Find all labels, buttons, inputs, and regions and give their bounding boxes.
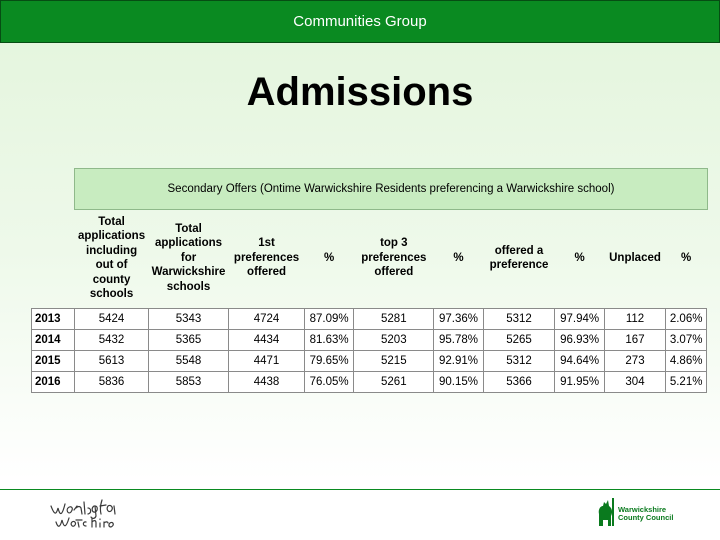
table-cell: 5424 [75, 309, 149, 330]
column-header [32, 208, 75, 309]
table-cell: 5548 [149, 351, 229, 372]
table-cell: 5366 [483, 372, 555, 393]
table-cell: 3.07% [666, 330, 707, 351]
council-name: Warwickshire County Council [618, 505, 674, 522]
header-bar [0, 0, 720, 43]
table-cell: 5261 [354, 372, 434, 393]
footer-divider [0, 489, 720, 490]
column-header: % [681, 251, 692, 264]
table-cell: 81.63% [305, 330, 354, 351]
table-cell: 76.05% [305, 372, 354, 393]
table-row [32, 330, 707, 351]
table-cell: 4471 [229, 351, 305, 372]
column-header: top 3 preferences offered [361, 237, 427, 279]
secondary-offers-table [31, 208, 707, 393]
table-cell: 2013 [32, 309, 75, 330]
bear-crest-icon [596, 496, 616, 528]
table-row [32, 351, 707, 372]
page-title: Admissions [246, 70, 474, 114]
table-cell: 97.36% [434, 309, 483, 330]
header-title: Communities Group [293, 13, 427, 30]
table-cell: 94.64% [555, 351, 604, 372]
warwickshire-county-council-logo [596, 496, 676, 530]
table-cell: 92.91% [434, 351, 483, 372]
table-cell: 304 [604, 372, 666, 393]
table-cell: 2016 [32, 372, 75, 393]
table-cell: 5312 [483, 309, 555, 330]
table-cell: 167 [604, 330, 666, 351]
table-cell: 5853 [149, 372, 229, 393]
table-cell: 79.65% [305, 351, 354, 372]
table-cell: 90.15% [434, 372, 483, 393]
table-header-row [32, 208, 707, 309]
table-cell: 5265 [483, 330, 555, 351]
table-cell: 4438 [229, 372, 305, 393]
table-cell: 2015 [32, 351, 75, 372]
table-caption: Secondary Offers (Ontime Warwickshire Residents preferencing a Warwickshire school) [74, 168, 708, 210]
column-header: % [574, 251, 585, 264]
table-cell: 96.93% [555, 330, 604, 351]
table-cell: 5.21% [666, 372, 707, 393]
working-for-warwickshire-logo [48, 492, 118, 532]
table-row [32, 372, 707, 393]
table-cell: 91.95% [555, 372, 604, 393]
table-cell: 5281 [354, 309, 434, 330]
table-cell: 2014 [32, 330, 75, 351]
table-cell: 273 [604, 351, 666, 372]
column-header: Unplaced [609, 251, 661, 264]
table-cell: 5432 [75, 330, 149, 351]
column-header: offered a preference [489, 244, 549, 271]
table-cell: 5312 [483, 351, 555, 372]
table-cell: 87.09% [305, 309, 354, 330]
table-cell: 5343 [149, 309, 229, 330]
column-header: % [324, 251, 335, 264]
table-cell: 5836 [75, 372, 149, 393]
table-cell: 5203 [354, 330, 434, 351]
column-header: Total applications including out of county schools [78, 215, 146, 300]
table-cell: 2.06% [666, 309, 707, 330]
column-header: Total applications for Warwickshire schools [151, 222, 226, 293]
table-cell: 112 [604, 309, 666, 330]
column-header: % [453, 251, 464, 264]
table-cell: 5365 [149, 330, 229, 351]
table-cell: 97.94% [555, 309, 604, 330]
table-cell: 4434 [229, 330, 305, 351]
column-header: 1st preferences offered [233, 237, 300, 279]
table-cell: 95.78% [434, 330, 483, 351]
table-cell: 5613 [75, 351, 149, 372]
table-row [32, 309, 707, 330]
table-cell: 5215 [354, 351, 434, 372]
table-cell: 4.86% [666, 351, 707, 372]
table-cell: 4724 [229, 309, 305, 330]
